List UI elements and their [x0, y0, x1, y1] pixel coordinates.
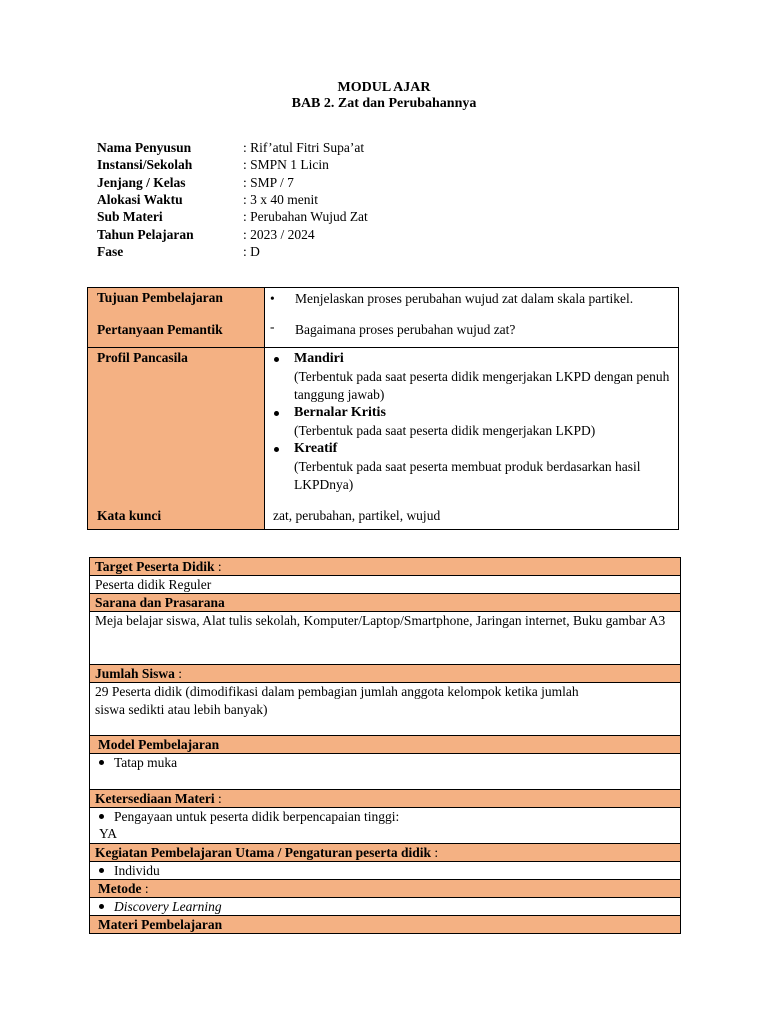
tujuan-label: Tujuan Pembelajaran	[97, 290, 223, 305]
info-label: Instansi/Sekolah	[97, 157, 193, 172]
ketersediaan-row	[90, 808, 680, 844]
dash-icon: -	[270, 319, 275, 334]
bullet-icon: •	[270, 291, 275, 306]
info-value: : Perubahan Wujud Zat	[243, 209, 368, 224]
kata-kunci-value: zat, perubahan, partikel, wujud	[273, 508, 441, 523]
ketersediaan-header	[90, 790, 680, 808]
ketersediaan-value: Pengayaan untuk peserta didik berpencapaian tinggi:	[114, 809, 400, 824]
target-label: Target Peserta Didik	[95, 559, 215, 574]
info-value: : SMPN 1 Licin	[243, 157, 329, 172]
document-subtitle: BAB 2. Zat dan Perubahannya	[291, 96, 477, 111]
metode-label: Metode	[98, 881, 142, 896]
metode-header	[90, 880, 680, 898]
learning-objectives-table	[87, 287, 679, 530]
metode-row	[90, 898, 680, 916]
objectives-label-cell	[88, 288, 265, 348]
ketersediaan-colon: :	[214, 791, 222, 806]
kata-kunci-label: Kata kunci	[97, 508, 162, 523]
metode-value: Discovery Learning	[114, 899, 222, 914]
info-label: Fase	[97, 244, 124, 259]
profil-item-title: Kreatif	[294, 441, 338, 456]
bullet-icon	[99, 868, 104, 873]
bullet-icon	[274, 447, 279, 452]
kegiatan-header	[90, 844, 680, 862]
ketersediaan-answer: YA	[99, 826, 118, 841]
profil-list	[265, 348, 678, 494]
ketersediaan-label: Ketersediaan Materi	[95, 791, 215, 806]
sarana-header: Sarana dan Prasarana	[90, 594, 680, 612]
profil-label-cell	[88, 348, 265, 530]
objectives-value-cell	[265, 288, 679, 348]
profil-item-desc: (Terbentuk pada saat peserta membuat produk berdasarkan hasil LKPDnya)	[294, 459, 641, 492]
bullet-icon	[274, 357, 279, 362]
profil-item-title: Bernalar Kritis	[294, 405, 386, 420]
kegiatan-value: Individu	[114, 863, 160, 878]
target-colon: :	[214, 559, 222, 574]
profil-item-desc: (Terbentuk pada saat peserta didik mengerjakan LKPD dengan penuh tanggung jawab)	[294, 369, 670, 402]
document-title: MODUL AJAR	[337, 80, 431, 95]
profil-item	[270, 350, 672, 404]
profil-item-title: Mandiri	[294, 351, 344, 366]
kegiatan-label: Kegiatan Pembelajaran Utama / Pengaturan peserta didik	[95, 845, 431, 860]
ketersediaan-item	[95, 808, 680, 825]
pertanyaan-value: Bagaimana proses perubahan wujud zat?	[295, 322, 516, 337]
materi-header: Materi Pembelajaran	[90, 916, 680, 934]
info-label: Tahun Pelajaran	[97, 227, 194, 242]
model-header: Model Pembelajaran	[90, 736, 680, 754]
profil-item	[270, 440, 672, 494]
pertanyaan-label: Pertanyaan Pemantik	[97, 322, 223, 337]
kegiatan-colon: :	[430, 845, 439, 860]
info-value: : 3 x 40 menit	[243, 192, 318, 207]
bullet-icon	[99, 814, 104, 819]
info-value: : SMP / 7	[243, 175, 294, 190]
info-label: Jenjang / Kelas	[97, 175, 186, 190]
profil-value-cell	[265, 348, 679, 530]
info-label: Nama Penyusun	[97, 140, 192, 155]
info-label: Sub Materi	[97, 209, 163, 224]
info-label: Alokasi Waktu	[97, 192, 183, 207]
bullet-icon	[99, 760, 104, 765]
bullet-icon	[99, 904, 104, 909]
sarana-value: Meja belajar siswa, Alat tulis sekolah, Komputer/Laptop/Smartphone, Jaringan internet, Buku gambar A3	[90, 612, 680, 665]
info-value: : 2023 / 2024	[243, 227, 315, 242]
info-value: : Rif’atul Fitri Supa’at	[243, 140, 365, 155]
jumlah-header	[90, 665, 680, 683]
target-header	[90, 558, 680, 576]
info-value: : D	[243, 244, 260, 259]
model-value: Tatap muka	[114, 755, 178, 770]
kegiatan-row	[90, 862, 680, 880]
pertanyaan-item	[270, 321, 678, 338]
tujuan-value: Menjelaskan proses perubahan wujud zat dalam skala partikel.	[295, 291, 634, 306]
jumlah-label: Jumlah Siswa	[95, 666, 175, 681]
model-row	[90, 754, 680, 790]
profil-item-desc: (Terbentuk pada saat peserta didik mengerjakan LKPD)	[294, 423, 596, 438]
profil-label: Profil Pancasila	[97, 350, 188, 365]
tujuan-item	[270, 290, 678, 307]
jumlah-value: 29 Peserta didik (dimodifikasi dalam pembagian jumlah anggota kelompok ketika jumlah siswa sedikti atau lebih banyak)	[90, 683, 680, 736]
target-value: Peserta didik Reguler	[90, 576, 680, 594]
jumlah-colon: :	[174, 666, 183, 681]
metode-colon: :	[141, 881, 149, 896]
learning-details-table	[89, 557, 681, 934]
profil-item	[270, 404, 672, 440]
bullet-icon	[274, 411, 279, 416]
